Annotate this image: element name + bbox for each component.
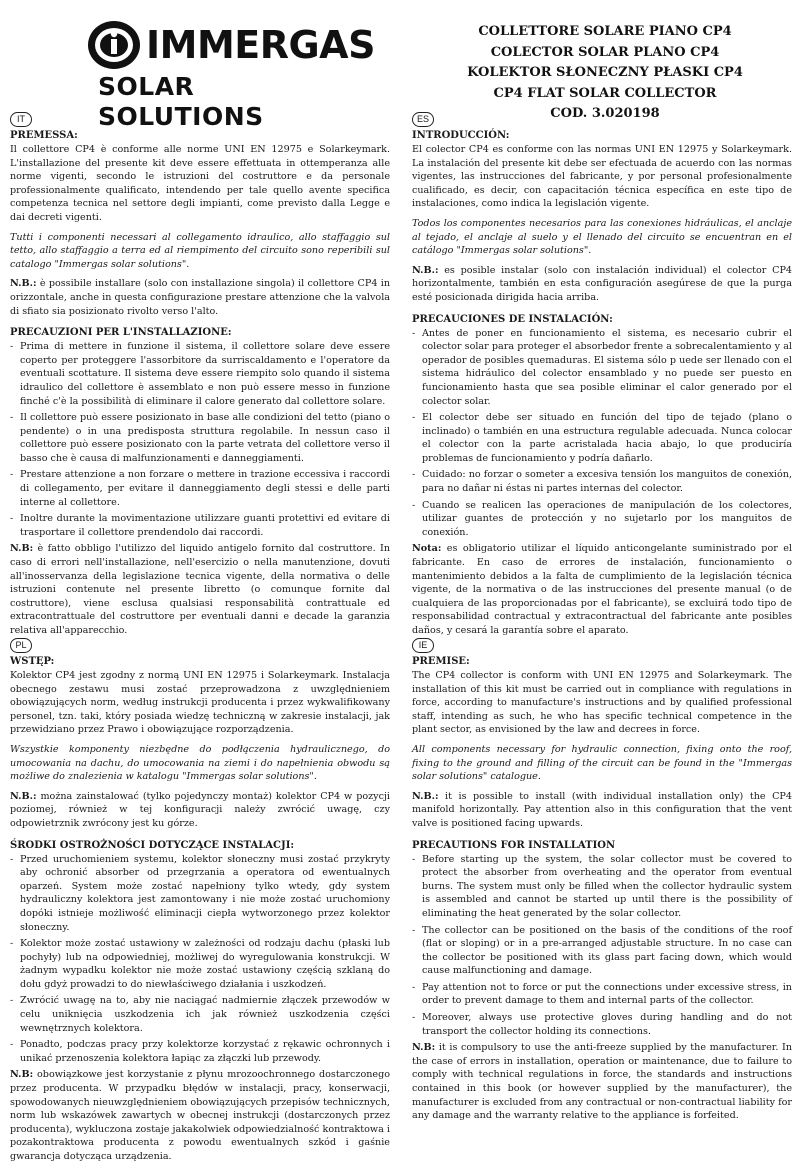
list-item: - Cuidado: no forzar o someter a excesiva tensión los manguitos de conexión, para no dañar ni éstas ni partes internas del colector. (412, 468, 792, 495)
precautions-title: ŚRODKI OSTROŻNOŚCI DOTYCZĄCE INSTALACJI: (10, 839, 295, 851)
precautions-list (10, 853, 390, 1066)
title-es: COLECTOR SOLAR PLANO CP4 (490, 44, 720, 60)
language-tag-es: ES (412, 112, 434, 127)
nb-antifreeze-note: Nota: es obligatorio utilizar el líquido anticongelante suministrado por el fabricante. En caso de errores de instalación, funcionamiento o mantenimiento debidos a la falta de cumplimiento de la legislación técnica vigente, de la normativa o de las instrucciones del presente manual (o de cualquiera de las proporcionadas por el fabricante), se excluirá todo tipo de responsabilidad contractual y extracontractual del fabricante ante posibles daños, y cesará la garantía sobre el aparato. (412, 543, 792, 636)
precautions-list (10, 340, 390, 539)
list-item: - Moreover, always use protective gloves during handling and do not transport the collector holding its connections. (412, 1011, 792, 1038)
list-item: - Zwrócić uwagę na to, aby nie naciągać nadmiernie złączek przewodów w celu uniknięcia uszkodzenia ich jak również uszkodzenia części wewnętrznych kolektora. (10, 994, 390, 1035)
list-item: - Kolektor może zostać ustawiony w zależności od rodzaju dachu (płaski lub pochyły) lub na odpowiedniej, możliwej do wyregulowania konstrukcji. W żadnym wypadku kolektor nie może zostać ustawiony częścią szklaną do dołu gdyż prowadzi to do niewłaściwego działania i uszkodzeń. (10, 937, 390, 991)
intro-text: El colector CP4 es conforme con las normas UNI EN 12975 y Solarkeymark. La instalación del presente kit debe ser efectuada de acuerdo con las normas vigentes, las instrucciones del fabricante, y por personal profesionalmente cualificado, es decir, con capacitación técnica específica en este tipo de instalaciones, como indica la legislación vigente. (412, 144, 792, 210)
precautions-list (412, 327, 792, 540)
logo-mark-icon (86, 17, 142, 73)
list-item: - Antes de poner en funcionamiento el sistema, es necesario cubrir el colector solar para proteger el absorbedor frente a sobrecalentamiento y al operador de posibles quemaduras. El sistema sólo p uede ser llenado con el sistema hidráulico del colector ensamblado y no puede ser puesto en funcionamiento hasta que sea posible eliminar el calor generado por el colector solar. (412, 327, 792, 409)
precautions-list (412, 853, 792, 1039)
product-code: COD. 3.020198 (550, 106, 660, 121)
title-pl: KOLEKTOR SŁONECZNY PŁASKI CP4 (467, 65, 743, 80)
intro-title: WSTĘP: (10, 656, 55, 667)
nb-antifreeze-note: N.B: it is compulsory to use the anti-freeze supplied by the manufacturer. In the case of errors in installation, operation or maintenance, due to failure to comply with technical regulations in force, the standards and instructions contained in this book (or however supplied by the manufacturer), the manufacturer is excluded from any contractual or non-contractual liability for any damage and the warranty relative to the appliance is forfeited. (412, 1042, 792, 1122)
title-it: COLLETTORE SOLARE PIANO CP4 (478, 24, 732, 39)
list-item: - Prima di mettere in funzione il sistema, il collettore solare deve essere coperto per proteggere l'assorbitore da surriscaldamento e l'operatore da eventuali scottature. Il sistema deve essere riempito solo quando il sistema idraulico del collettore è assemblato e non può essere messo in funzione finché c'è la possibilità di eliminare il calore generato dal collettore solare. (10, 340, 390, 408)
language-tag-pl: PL (10, 638, 32, 653)
section-italian (10, 112, 390, 644)
nb-antifreeze-note: N.B: obowiązkowe jest korzystanie z płynu mrozoochronnego dostarczonego przez producenta. W przypadku błędów w instalacji, pracy, konserwacji, spowodowanych nieuwzględnieniem obowiązujących przepisów technicznych, norm lub wskazówek zawartych w obecnej instrukcji (dostarczonych przez producenta), wykluczona zostaje jakakolwiek odpowiedzialność kontraktowa i pozakontraktowa producenta z powodu ewentualnych szkód i gaśnie gwarancja dotycząca urządzenia. (10, 1069, 390, 1162)
nb-horizontal-note: N.B.: es posible instalar (solo con instalación individual) el colector CP4 horizontalmente, también en esta configuración asegúrese de que la purga esté posicionada dirigida hacia arriba. (412, 264, 792, 303)
list-item: - Przed uruchomieniem systemu, kolektor słoneczny musi zostać przykryty aby ochronić absorber od przegrzania a operatora od ewentualnych oparzeń. System może zostać napełniony tylko wtedy, gdy system hydrauliczny kolektora jest zamontowany i nie może zostać uruchomiony dopóki istnieje możliwość eliminacji ciepła wytworzonego przez kolektor słoneczny. (10, 853, 390, 935)
list-item: - Before starting up the system, the solar collector must be covered to protect the absorber from overheating and the operator from eventual burns. The system must only be filled when the collector hydraulic system is assembled and cannot be started up until there is the possibility of eliminating the heat generated by the solar collector. (412, 853, 792, 921)
list-item: - Inoltre durante la movimentazione utilizzare guanti protettivi ed evitare di trasportare il collettore prendendolo dai raccordi. (10, 512, 390, 539)
language-tag-it: IT (10, 112, 32, 127)
list-item: - Il collettore può essere posizionato in base alle condizioni del tetto (piano o pendente) o in una predisposta struttura regolabile. In nessun caso il collettore può essere posizionato con la parte vetrata del collettore verso il basso che è causa di malfunzionamenti e danneggiamenti. (10, 411, 390, 465)
nb-horizontal-note: N.B.: można zainstalować (tylko pojedynczy montaż) kolektor CP4 w pozycji poziomej, również w tej konfiguracji należy zwrócić uwagę, czy odpowietrznik zwrócony jest ku górze. (10, 790, 390, 829)
intro-text: Il collettore CP4 è conforme alle norme UNI EN 12975 e Solarkeymark. L'installazione del presente kit deve essere effettuata in ottemperanza alle norme vigenti, secondo le istruzioni del costruttore e da personale professionalmente qualificato, intendendo per tale quello avente specifica competenza tecnica nel settore degli impianti, come previsto dalla Legge e dai decreti vigenti. (10, 144, 390, 223)
nb-horizontal-note: N.B.: it is possible to install (with individual installation only) the CP4 manifold horizontally. Pay attention also in this configuration that the vent valve is positioned facing upwards. (412, 790, 792, 829)
intro-title: INTRODUCCIÓN: (412, 130, 510, 141)
section-english (412, 638, 792, 1129)
catalogue-note: Tutti i componenti necessari al collegamento idraulico, allo staffaggio sul tetto, allo staffaggio a terra ed al riempimento del circuito sono reperibili sul catalogo "Immergas solar solutions". (10, 231, 390, 270)
immergas-logo (86, 18, 375, 131)
catalogue-note: Todos los componentes necesarios para las conexiones hidráulicas, el anclaje al tejado, el anclaje al suelo y el llenado del circuito se encuentran en el catálogo "Immergas solar solutions". (412, 217, 792, 257)
list-item: - Ponadto, podczas pracy przy kolektorze korzystać z rękawic ochronnych i unikać przenoszenia kolektora łapiąc za złączki lub przewody. (10, 1038, 390, 1065)
catalogue-note: Wszystkie komponenty niezbędne do podłączenia hydraulicznego, do umocowania na dachu, do umocowania na ziemi i do napełnienia obwodu są możliwe do znalezienia w katalogu "Immergas solar solutions". (10, 743, 390, 783)
title-en: CP4 FLAT SOLAR COLLECTOR (493, 85, 717, 101)
intro-text: Kolektor CP4 jest zgodny z normą UNI EN 12975 i Solarkeymark. Instalacja obecnego zestawu musi zostać przeprowadzona z uwzględnieniem obowiązujących norm, według instrukcji producenta i przez wykwalifikowany personel, tzn. taki, który posiada wiedzę techniczną w zakresie instalacji, jak przewidziano przez Prawo i obowiązujące rozporządzenia. (10, 670, 390, 736)
catalogue-note: All components necessary for hydraulic connection, fixing onto the roof, fixing to the ground and filling of the circuit can be found in the "Immergas solar solutions" catalogue. (412, 743, 792, 783)
section-spanish (412, 112, 792, 644)
precautions-title: PRECAUCIONES DE INSTALACIÓN: (412, 313, 613, 325)
list-item: - Pay attention not to force or put the connections under excessive stress, in order to prevent damage to them and internal parts of the collector. (412, 981, 792, 1008)
precautions-title: PRECAUZIONI PER L'INSTALLAZIONE: (10, 327, 232, 339)
section-polish (10, 638, 390, 1170)
intro-title: PREMESSA: (10, 130, 78, 141)
list-item: - The collector can be positioned on the basis of the conditions of the roof (flat or sloping) or in a pre-arranged adjustable structure. In no case can the collector be positioned with its glass part facing down, which would cause malfunctioning and damage. (412, 924, 792, 978)
language-tag-ie: IE (412, 638, 434, 653)
nb-horizontal-note: N.B.: è possibile installare (solo con installazione singola) il collettore CP4 in orizzontale, anche in questa configurazione prestare attenzione che la valvola di sfiato sia posizionato rivolto verso l'alto. (10, 278, 390, 317)
document-title-block (455, 22, 755, 125)
intro-title: PREMISE: (412, 656, 470, 667)
logo-tagline: SOLAR SOLUTIONS (98, 72, 264, 131)
intro-text: The CP4 collector is conform with UNI EN 12975 and Solarkeymark. The installation of this kit must be carried out in compliance with regulations in force, according to manufacture's instructions and by qualified professional staff, intending as such, he who has specific technical competence in the plant sector, as envisioned by the law and decrees in force. (412, 670, 792, 736)
nb-antifreeze-note: N.B: è fatto obbligo l'utilizzo del liquido antigelo fornito dal costruttore. In caso di errori nell'installazione, nell'esercizio o nella manutenzione, dovuti all'inosservanza della legislazione tecnica vigente, della normativa o delle istruzioni contenute nel presente libretto (o comunque fornite dal costruttore), viene esclusa qualsiasi responsabilità contrattuale ed extracontrattuale del costruttore per eventuali danni e decade la garanzia relativa all'apparecchio. (10, 543, 390, 636)
list-item: - Cuando se realicen las operaciones de manipulación de los colectores, utilizar guantes de protección y no sujetarlo por los manguitos de conexión. (412, 499, 792, 540)
logo-brand: IMMERGAS (146, 23, 375, 67)
precautions-title: PRECAUTIONS FOR INSTALLATION (412, 839, 616, 851)
list-item: - Prestare attenzione a non forzare o mettere in trazione eccessiva i raccordi di collegamento, per evitare il danneggiamento degli stessi e delle parti interne al collettore. (10, 468, 390, 509)
list-item: - El colector debe ser situado en función del tipo de tejado (plano o inclinado) o también en una estructura regulable adecuada. Nunca colocar el colector con la parte acristalada hacia abajo, lo que produciría problemas de funcionamiento y podría dañarlo. (412, 411, 792, 465)
